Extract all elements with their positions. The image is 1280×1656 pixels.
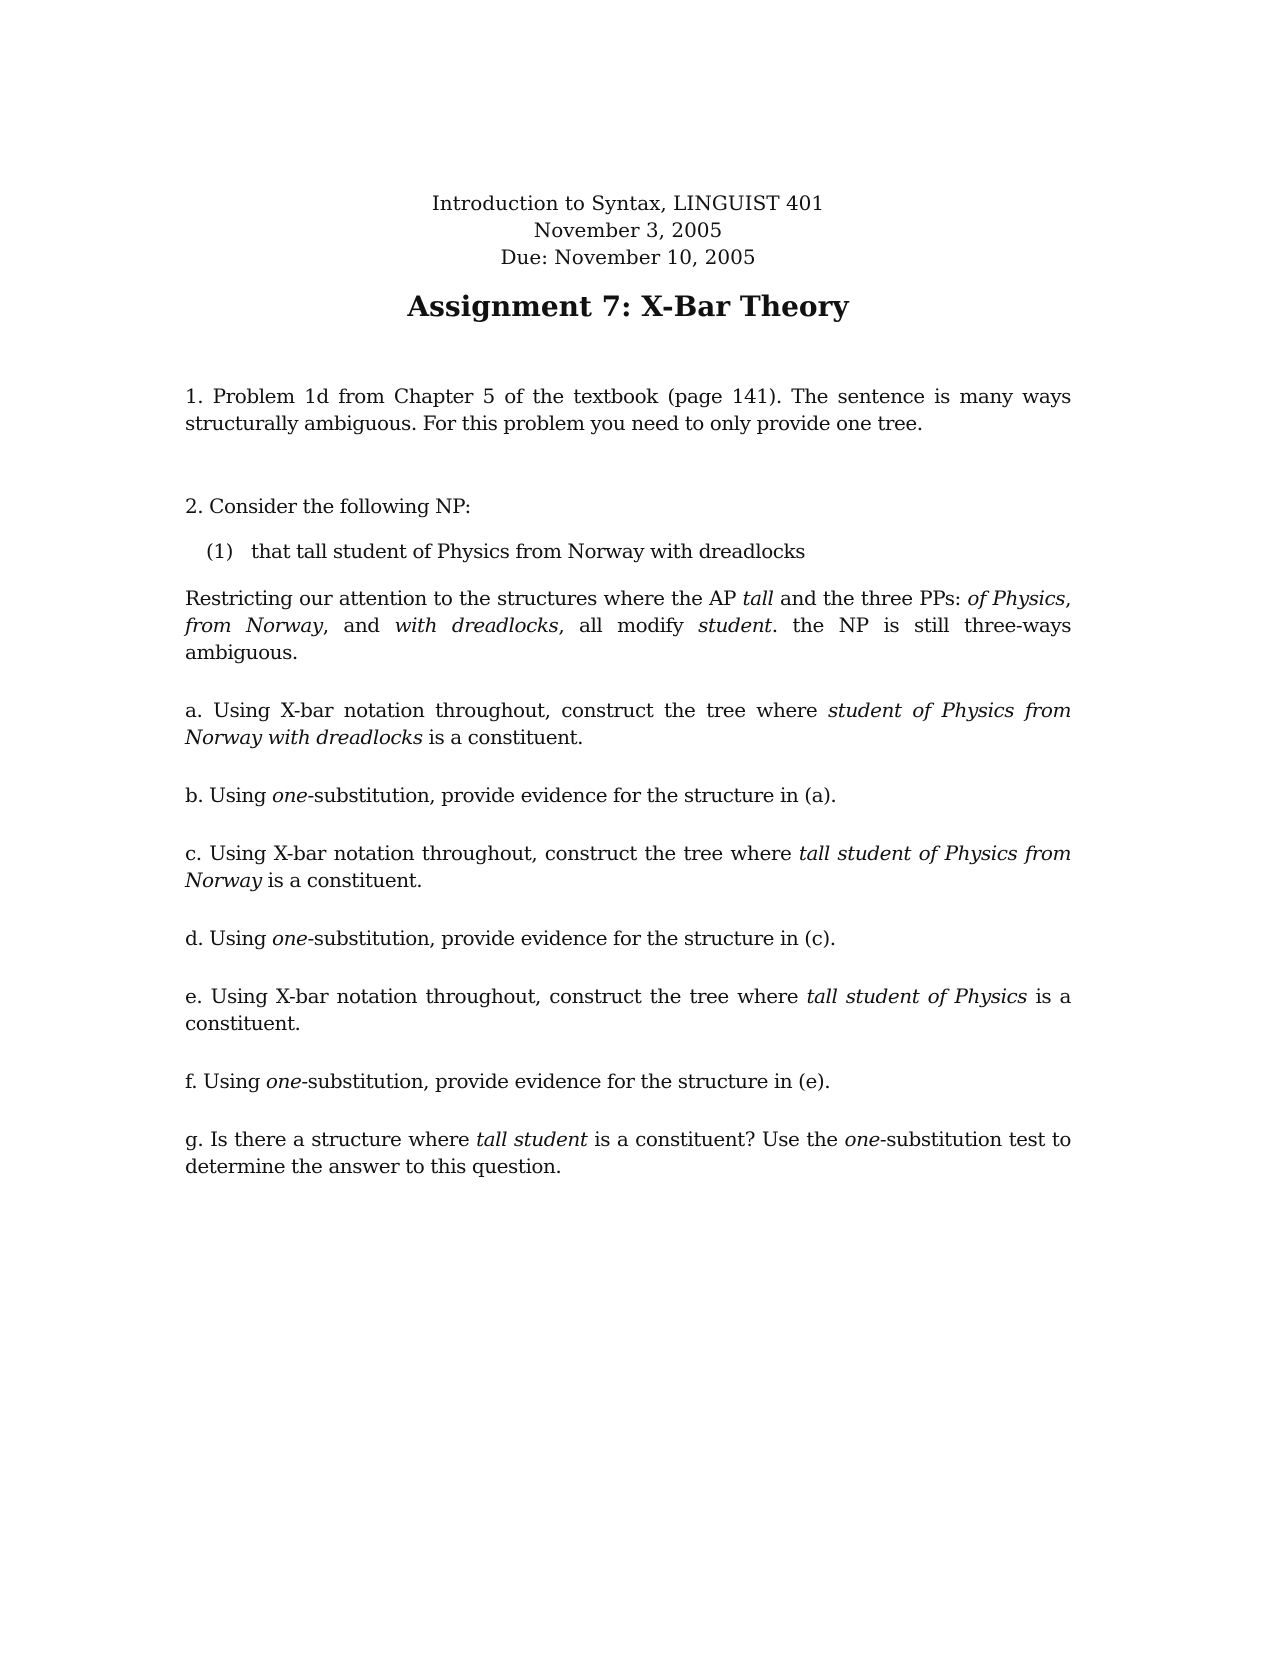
example-number: (1)	[206, 539, 233, 563]
question-c: c. Using X-bar notation throughout, construct the tree where tall student of Physics from Norway is a constituent.	[185, 841, 1072, 892]
assignment-title: Assignment 7: X-Bar Theory	[407, 290, 849, 323]
problem-2-intro: 2. Consider the following NP:	[185, 494, 471, 518]
question-f: f. Using one-substitution, provide evidence for the structure in (e).	[185, 1069, 831, 1093]
example-1	[185, 538, 1071, 565]
due-date-line: Due: November 10, 2005	[500, 245, 756, 269]
problem-1: 1. Problem 1d from Chapter 5 of the textbook (page 141). The sentence is many ways structurally ambiguous. For this problem you need to only provide one tree.	[185, 384, 1071, 435]
date-line: November 3, 2005	[533, 218, 723, 242]
restriction-paragraph: Restricting our attention to the structures where the AP tall and the three PPs: of Physics, from Norway, and with dreadlocks, all modify student. the NP is still three-ways ambiguous.	[185, 586, 1072, 664]
example-np-text: that tall student of Physics from Norway with dreadlocks	[251, 539, 806, 563]
document-header	[0, 190, 1256, 271]
course-line: Introduction to Syntax, LINGUIST 401	[431, 191, 825, 215]
question-a: a. Using X-bar notation throughout, construct the tree where student of Physics from Norway with dreadlocks is a constituent.	[185, 698, 1071, 749]
question-b: b. Using one-substitution, provide evidence for the structure in (a).	[185, 783, 837, 807]
question-g: g. Is there a structure where tall student is a constituent? Use the one-substitution test to determine the answer to this question.	[185, 1127, 1071, 1178]
question-e: e. Using X-bar notation throughout, construct the tree where tall student of Physics is a constituent.	[185, 984, 1071, 1035]
question-d: d. Using one-substitution, provide evidence for the structure in (c).	[185, 926, 836, 950]
assignment-body	[185, 383, 1071, 1180]
